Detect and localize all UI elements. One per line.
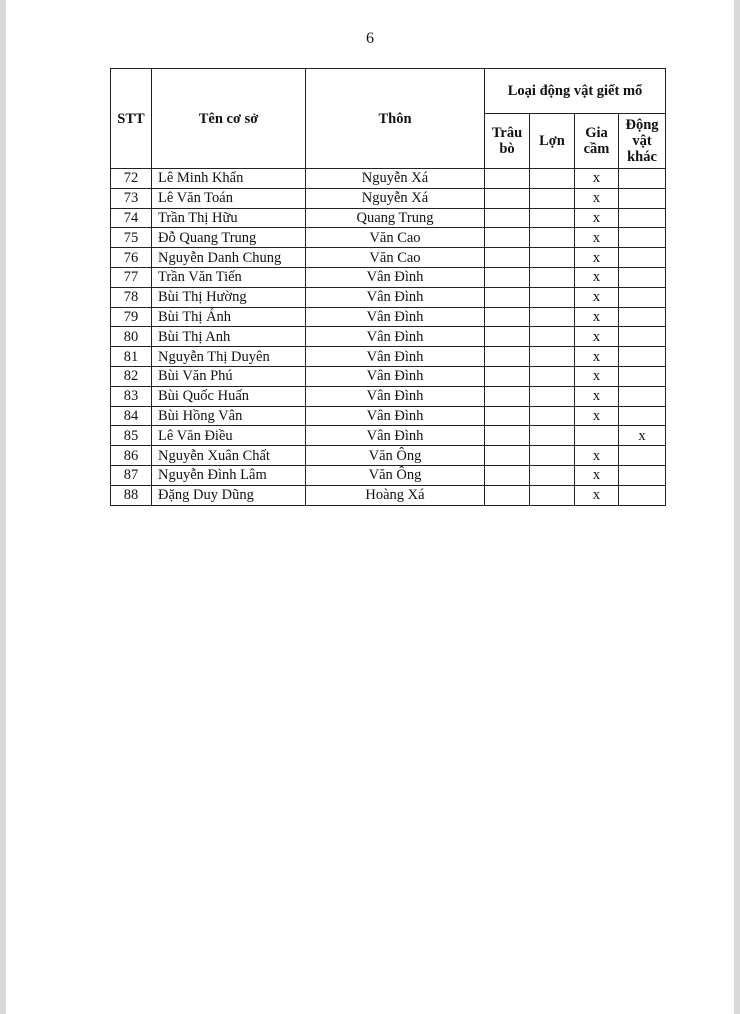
- facility-name: Trần Thị Hữu: [152, 208, 306, 228]
- buffalo-cattle-mark: [485, 366, 530, 386]
- header-poultry-line-1: Gia: [585, 125, 608, 141]
- buffalo-cattle-mark: [485, 169, 530, 189]
- other-animal-mark: [619, 208, 666, 228]
- poultry-mark: x: [575, 347, 619, 367]
- pig-mark: [530, 446, 575, 466]
- page-number: 6: [366, 30, 374, 47]
- header-facility-name: Tên cơ sở: [152, 69, 306, 169]
- table-row: [111, 347, 666, 367]
- poultry-mark: x: [575, 406, 619, 426]
- table-row: [111, 366, 666, 386]
- facility-name: Nguyễn Danh Chung: [152, 248, 306, 268]
- row-number: 82: [111, 366, 152, 386]
- pig-mark: [530, 386, 575, 406]
- poultry-mark: x: [575, 386, 619, 406]
- header-buffalo-cattle-line-2: bò: [499, 141, 515, 157]
- poultry-mark: x: [575, 267, 619, 287]
- buffalo-cattle-mark: [485, 307, 530, 327]
- table-row: [111, 465, 666, 485]
- other-animal-mark: [619, 307, 666, 327]
- other-animal-mark: [619, 228, 666, 248]
- village-name: Vân Đình: [306, 426, 485, 446]
- poultry-mark: x: [575, 465, 619, 485]
- header-other-animals-line-3: khác: [627, 149, 657, 165]
- table-row: [111, 426, 666, 446]
- other-animal-mark: [619, 446, 666, 466]
- facility-name: Nguyễn Xuân Chất: [152, 446, 306, 466]
- poultry-mark: x: [575, 287, 619, 307]
- facility-name: Lê Văn Điều: [152, 426, 306, 446]
- row-number: 87: [111, 465, 152, 485]
- poultry-mark: x: [575, 208, 619, 228]
- poultry-mark: x: [575, 228, 619, 248]
- facility-name: Bùi Văn Phú: [152, 366, 306, 386]
- pig-mark: [530, 248, 575, 268]
- pig-mark: [530, 208, 575, 228]
- poultry-mark: x: [575, 169, 619, 189]
- table-row: [111, 327, 666, 347]
- other-animal-mark: [619, 169, 666, 189]
- other-animal-mark: [619, 485, 666, 505]
- pig-mark: [530, 426, 575, 446]
- poultry-mark: [575, 426, 619, 446]
- pig-mark: [530, 188, 575, 208]
- pig-mark: [530, 307, 575, 327]
- buffalo-cattle-mark: [485, 406, 530, 426]
- row-number: 78: [111, 287, 152, 307]
- table-row: [111, 485, 666, 505]
- village-name: Văn Cao: [306, 228, 485, 248]
- table-row: [111, 386, 666, 406]
- row-number: 83: [111, 386, 152, 406]
- village-name: Văn Cao: [306, 248, 485, 268]
- buffalo-cattle-mark: [485, 446, 530, 466]
- document-page: [6, 0, 734, 1014]
- other-animal-mark: [619, 248, 666, 268]
- pig-mark: [530, 327, 575, 347]
- facility-name: Lê Văn Toán: [152, 188, 306, 208]
- buffalo-cattle-mark: [485, 208, 530, 228]
- facility-name: Bùi Thị Hường: [152, 287, 306, 307]
- village-name: Quang Trung: [306, 208, 485, 228]
- pig-mark: [530, 228, 575, 248]
- row-number: 72: [111, 169, 152, 189]
- village-name: Vân Đình: [306, 347, 485, 367]
- table-row: [111, 307, 666, 327]
- pig-mark: [530, 267, 575, 287]
- row-number: 74: [111, 208, 152, 228]
- row-number: 77: [111, 267, 152, 287]
- other-animal-mark: [619, 406, 666, 426]
- pig-mark: [530, 347, 575, 367]
- buffalo-cattle-mark: [485, 188, 530, 208]
- poultry-mark: x: [575, 248, 619, 268]
- row-number: 73: [111, 188, 152, 208]
- facility-name: Bùi Quốc Huấn: [152, 386, 306, 406]
- row-number: 80: [111, 327, 152, 347]
- village-name: Nguyễn Xá: [306, 188, 485, 208]
- village-name: Vân Đình: [306, 406, 485, 426]
- other-animal-mark: x: [619, 426, 666, 446]
- poultry-mark: x: [575, 485, 619, 505]
- pig-mark: [530, 169, 575, 189]
- table-row: [111, 446, 666, 466]
- village-name: Văn Ông: [306, 446, 485, 466]
- buffalo-cattle-mark: [485, 327, 530, 347]
- facility-name: Bùi Thị Anh: [152, 327, 306, 347]
- row-number: 85: [111, 426, 152, 446]
- village-name: Vân Đình: [306, 267, 485, 287]
- buffalo-cattle-mark: [485, 248, 530, 268]
- table-row: [111, 188, 666, 208]
- slaughter-facility-table: [110, 68, 666, 506]
- header-village: Thôn: [306, 69, 485, 169]
- other-animal-mark: [619, 366, 666, 386]
- village-name: Vân Đình: [306, 366, 485, 386]
- poultry-mark: x: [575, 307, 619, 327]
- header-buffalo-cattle-line-1: Trâu: [491, 125, 523, 141]
- pig-mark: [530, 465, 575, 485]
- row-number: 86: [111, 446, 152, 466]
- buffalo-cattle-mark: [485, 386, 530, 406]
- header-poultry: [575, 114, 619, 169]
- poultry-mark: x: [575, 446, 619, 466]
- poultry-mark: x: [575, 366, 619, 386]
- header-other-animals-line-1: Động: [625, 117, 659, 133]
- table-row: [111, 287, 666, 307]
- header-other-animals: [619, 114, 666, 169]
- header-buffalo-cattle: [485, 114, 530, 169]
- table-body: [111, 169, 666, 506]
- table-row: [111, 248, 666, 268]
- facility-name: Trần Văn Tiến: [152, 267, 306, 287]
- village-name: Hoàng Xá: [306, 485, 485, 505]
- header-poultry-line-2: cầm: [583, 141, 610, 157]
- table-row: [111, 228, 666, 248]
- row-number: 76: [111, 248, 152, 268]
- poultry-mark: x: [575, 188, 619, 208]
- other-animal-mark: [619, 267, 666, 287]
- facility-name: Đỗ Quang Trung: [152, 228, 306, 248]
- buffalo-cattle-mark: [485, 465, 530, 485]
- row-number: 75: [111, 228, 152, 248]
- village-name: Vân Đình: [306, 386, 485, 406]
- facility-name: Nguyễn Thị Duyên: [152, 347, 306, 367]
- header-pig: Lợn: [530, 114, 575, 169]
- pig-mark: [530, 406, 575, 426]
- table-row: [111, 208, 666, 228]
- header-other-animals-line-2: vật: [632, 133, 652, 149]
- facility-name: Bùi Hồng Vân: [152, 406, 306, 426]
- row-number: 81: [111, 347, 152, 367]
- village-name: Vân Đình: [306, 327, 485, 347]
- header-animal-type-group: Loại động vật giết mổ: [485, 69, 666, 114]
- buffalo-cattle-mark: [485, 267, 530, 287]
- village-name: Vân Đình: [306, 307, 485, 327]
- buffalo-cattle-mark: [485, 287, 530, 307]
- table-row: [111, 406, 666, 426]
- table-row: [111, 267, 666, 287]
- other-animal-mark: [619, 465, 666, 485]
- other-animal-mark: [619, 287, 666, 307]
- table-row: [111, 169, 666, 189]
- facility-name: Lê Minh Khẩn: [152, 169, 306, 189]
- village-name: Nguyễn Xá: [306, 169, 485, 189]
- pig-mark: [530, 366, 575, 386]
- row-number: 84: [111, 406, 152, 426]
- buffalo-cattle-mark: [485, 426, 530, 446]
- facility-name: Nguyễn Đình Lâm: [152, 465, 306, 485]
- other-animal-mark: [619, 327, 666, 347]
- buffalo-cattle-mark: [485, 485, 530, 505]
- other-animal-mark: [619, 386, 666, 406]
- other-animal-mark: [619, 188, 666, 208]
- header-stt: STT: [111, 69, 152, 169]
- pig-mark: [530, 485, 575, 505]
- village-name: Vân Đình: [306, 287, 485, 307]
- row-number: 79: [111, 307, 152, 327]
- facility-name: Bùi Thị Ánh: [152, 307, 306, 327]
- poultry-mark: x: [575, 327, 619, 347]
- facility-name: Đặng Duy Dũng: [152, 485, 306, 505]
- village-name: Văn Ông: [306, 465, 485, 485]
- row-number: 88: [111, 485, 152, 505]
- pig-mark: [530, 287, 575, 307]
- buffalo-cattle-mark: [485, 228, 530, 248]
- buffalo-cattle-mark: [485, 347, 530, 367]
- other-animal-mark: [619, 347, 666, 367]
